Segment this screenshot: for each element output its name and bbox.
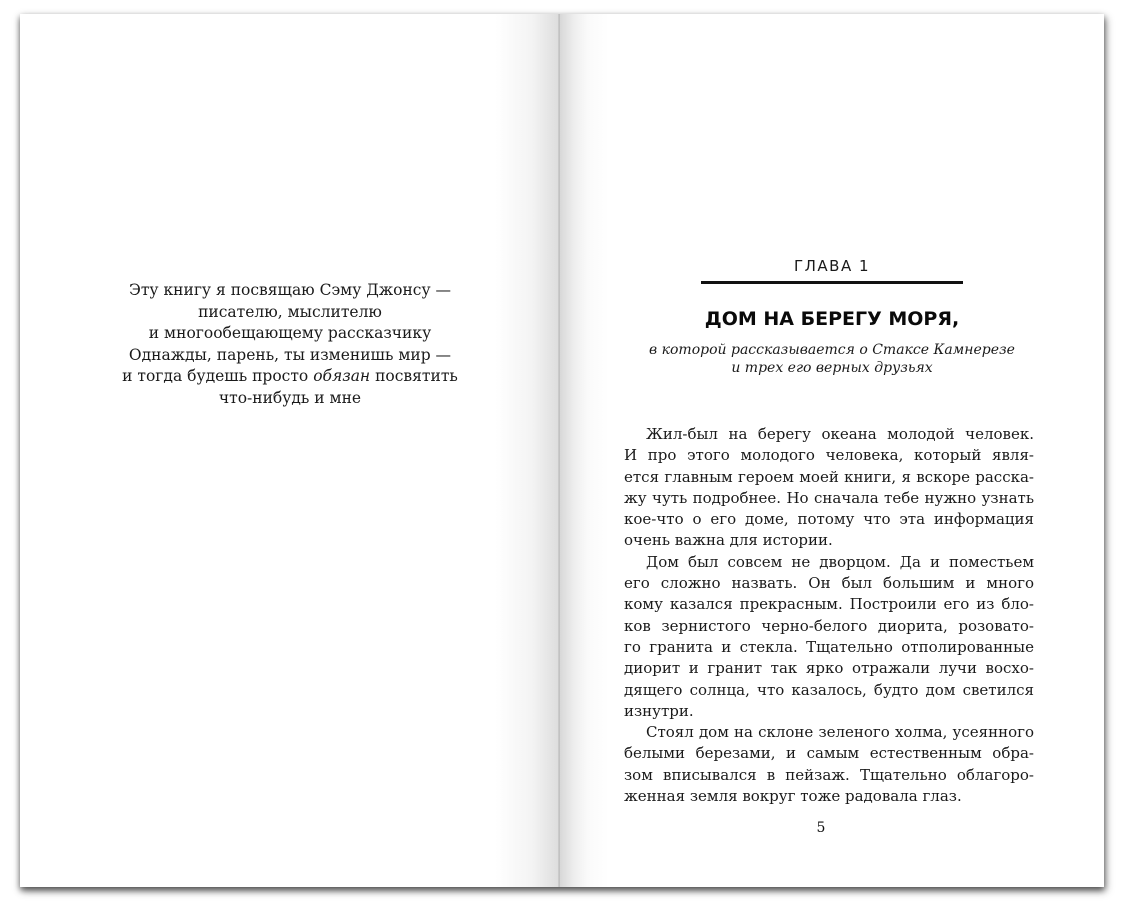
body-line: его сложно назвать. Он был большим и много bbox=[624, 574, 1034, 593]
body-line: И про этого молодого человека, который явля- bbox=[624, 446, 1034, 465]
chapter-title: ДОМ НА БЕРЕГУ МОРЯ, bbox=[704, 308, 960, 330]
body-line: Стоял дом на склоне зеленого холма, усеянного bbox=[646, 723, 1034, 742]
chapter-divider bbox=[701, 281, 963, 284]
right-page bbox=[560, 14, 1104, 887]
body-line: Жил-был на берегу океана молодой человек. bbox=[646, 425, 1034, 443]
dedication-emphasis: обязан bbox=[313, 367, 371, 385]
chapter-body bbox=[624, 424, 1034, 807]
body-line: женная земля вокруг тоже радовала глаз. bbox=[624, 787, 962, 806]
chapter-subtitle-line: и трех его верных друзьях bbox=[731, 360, 933, 376]
dedication-line: что-нибудь и мне bbox=[218, 388, 362, 407]
dedication-text: и тогда будешь просто bbox=[122, 367, 314, 385]
dedication-line: и многообещающему рассказчику bbox=[148, 324, 432, 342]
dedication bbox=[90, 280, 490, 409]
body-line: диорит и гранит так ярко отражали лучи восхо- bbox=[624, 659, 1034, 678]
body-line: Дом был совсем не дворцом. Да и поместьем bbox=[646, 552, 1034, 571]
chapter-label: ГЛАВА 1 bbox=[793, 257, 871, 275]
body-line: дящего солнца, что казалось, будто дом светился bbox=[624, 680, 1034, 699]
body-line: го гранита и стекла. Тщательно отполированные bbox=[624, 637, 1034, 656]
body-line: изнутри. bbox=[624, 701, 694, 720]
body-line: очень важна для истории. bbox=[624, 531, 833, 550]
dedication-line bbox=[90, 366, 490, 388]
chapter-subtitle-line: в которой рассказывается о Стаксе Камнерезе bbox=[649, 342, 1015, 358]
page-number: 5 bbox=[816, 820, 826, 836]
chapter-subtitle bbox=[620, 341, 1044, 377]
left-page bbox=[20, 14, 560, 887]
dedication-line: писателю, мыслителю bbox=[198, 302, 382, 321]
body-line: ков зернистого черно-белого диорита, розовато- bbox=[624, 616, 1034, 635]
body-line: кому казался прекрасным. Построили его из бло- bbox=[624, 595, 1034, 614]
body-line: кое-что о его доме, потому что эта информация bbox=[624, 510, 1034, 529]
book-spread bbox=[20, 14, 1104, 887]
body-line: жу чуть подробнее. Но сначала тебе нужно узнать bbox=[624, 488, 1034, 507]
body-line: ется главным героем моей книги, я вскоре расска- bbox=[624, 467, 1034, 486]
dedication-line: Однажды, парень, ты изменишь мир — bbox=[128, 345, 452, 364]
dedication-text: посвятить bbox=[370, 367, 458, 385]
body-line: зом вписывался в пейзаж. Тщательно облагоро- bbox=[624, 765, 1034, 784]
dedication-line: Эту книгу я посвящаю Сэму Джонсу — bbox=[128, 281, 452, 299]
body-line: белыми березами, и самым естественным обра- bbox=[624, 744, 1034, 763]
